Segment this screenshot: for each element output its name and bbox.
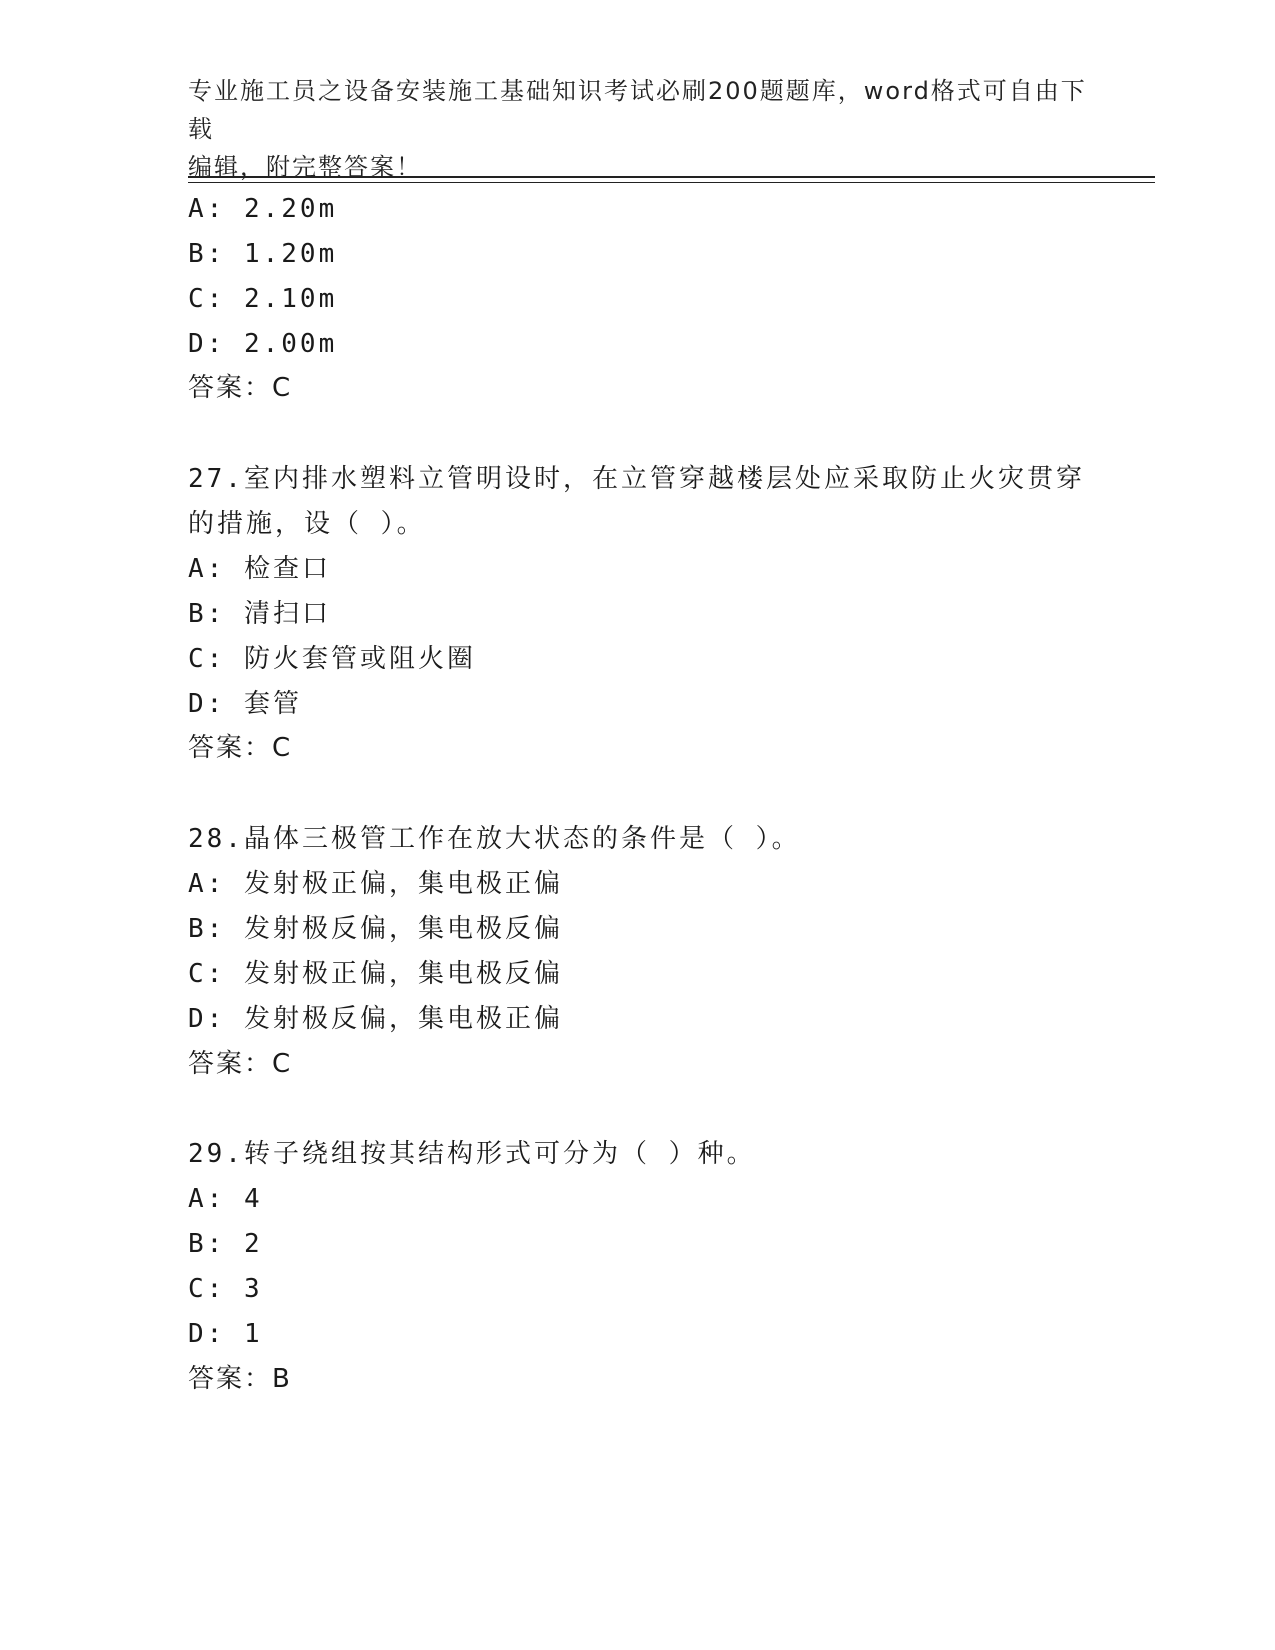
header-line-2: 编辑，附完整答案！ [188,153,422,181]
q26-option-d: D: 2.00m [188,329,338,359]
q27-option-d: D: 套管 [188,689,302,719]
q28-answer: 答案：C [188,1049,293,1079]
q27-option-c: C: 防火套管或阻火圈 [188,644,476,674]
q28-option-c: C: 发射极正偏，集电极反偏 [188,959,563,989]
q28-option-d: D: 发射极反偏，集电极正偏 [188,1004,563,1034]
header-divider-top [188,176,1155,178]
q27-option-a: A: 检查口 [188,554,331,584]
q29-option-d: D: 1 [188,1319,263,1349]
q27-answer: 答案：C [188,733,293,763]
q28-option-a: A: 发射极正偏，集电极正偏 [188,869,563,899]
q28-option-b: B: 发射极反偏，集电极反偏 [188,914,563,944]
q29-option-a: A: 4 [188,1184,263,1214]
q27-stem-line-2: 的措施，设（ ）。 [188,509,426,539]
q26-option-c: C: 2.10m [188,284,338,314]
q29-stem: 29.转子绕组按其结构形式可分为（ ）种。 [188,1139,756,1169]
q27-stem-line-1: 27.室内排水塑料立管明设时，在立管穿越楼层处应采取防止火灾贯穿 [188,464,1085,494]
document-header [188,72,1088,186]
q26-option-a: A: 2.20m [188,194,338,224]
q29-option-c: C: 3 [188,1274,263,1304]
q26-answer: 答案：C [188,373,293,403]
header-divider-bottom [188,182,1155,183]
q29-option-b: B: 2 [188,1229,263,1259]
q29-answer: 答案：B [188,1364,292,1394]
header-line-1: 专业施工员之设备安装施工基础知识考试必刷200题题库，word格式可自由下载 [188,77,1087,143]
q27-option-b: B: 清扫口 [188,599,331,629]
q28-stem: 28.晶体三极管工作在放大状态的条件是（ ）。 [188,824,801,854]
q26-option-b: B: 1.20m [188,239,338,269]
